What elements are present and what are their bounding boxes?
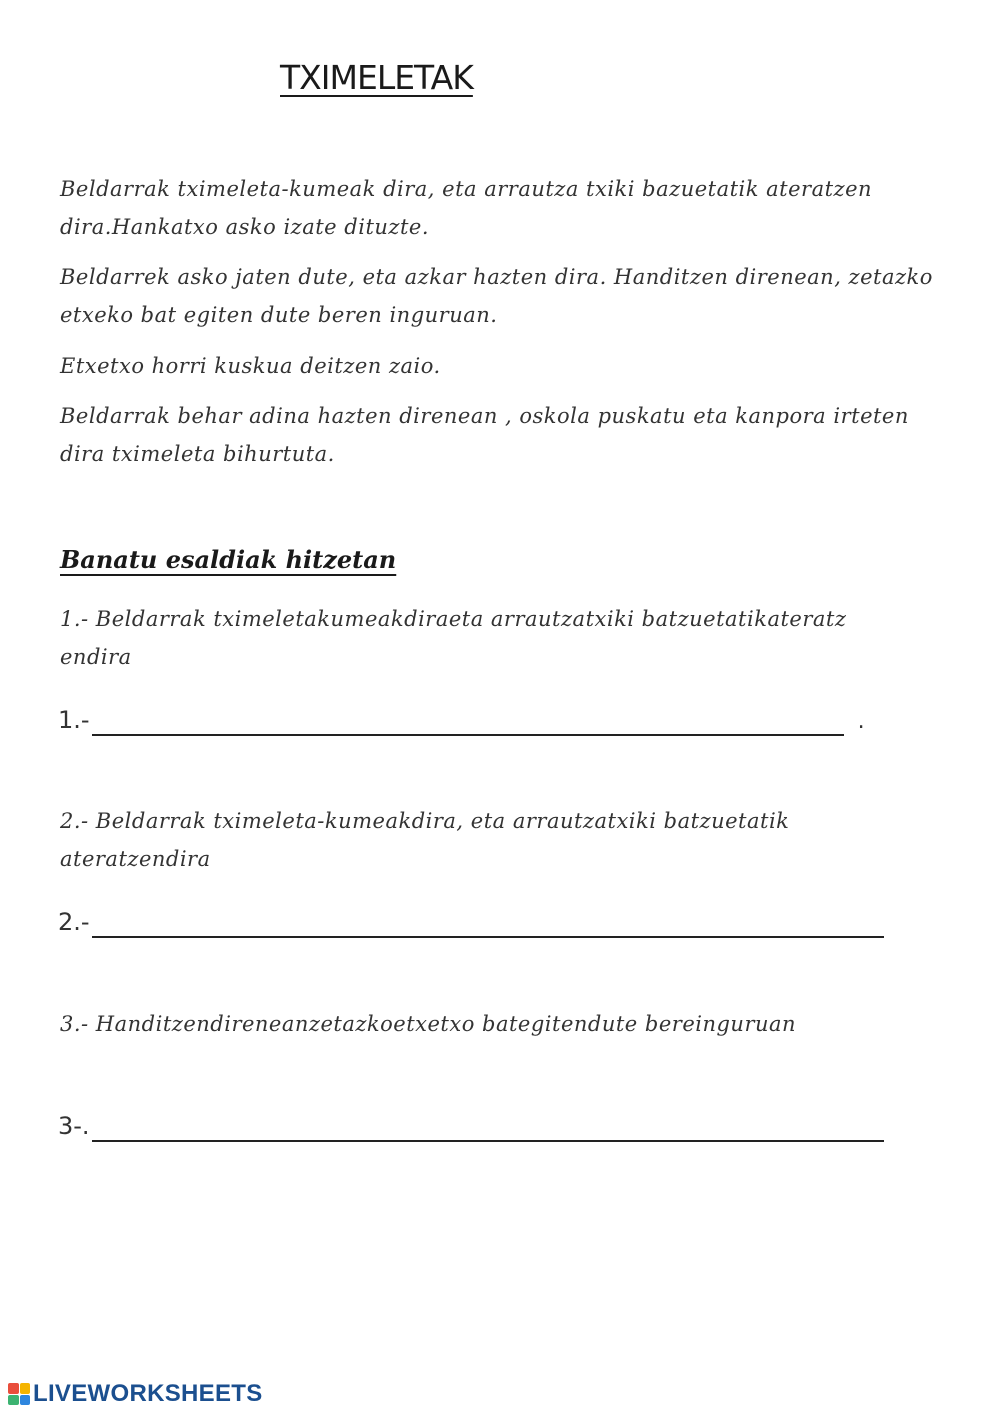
reading-paragraph-1: Beldarrak tximeleta-kumeak dira, eta arrautza txiki bazuetatik ateratzen dira.Hankatxo asko izate dituzte.	[60, 177, 873, 239]
answer-row-2	[58, 898, 884, 938]
liveworksheets-logo-icon	[8, 1383, 30, 1405]
logo-square-yellow	[20, 1383, 31, 1394]
exercise-heading: Banatu esaldiak hitzetan	[60, 545, 397, 574]
page-title: TXIMELETAK	[280, 58, 473, 97]
reading-paragraph-4: Beldarrak behar adina hazten direnean , oskola puskatu eta kanpora irteten dira tximeleta bihurtuta.	[60, 404, 909, 466]
liveworksheets-logo[interactable]	[8, 1380, 263, 1408]
answer-row-3	[58, 1102, 884, 1142]
answer-trailing-mark-1: .	[857, 709, 865, 734]
logo-square-red	[8, 1383, 19, 1394]
logo-square-green	[8, 1395, 19, 1406]
answer-label-3: 3-.	[58, 1112, 90, 1140]
exercise-prompt-3: 3.- Handitzendireneanzetazkoetxetxo bategitendute bereinguruan	[60, 1012, 797, 1036]
exercise-prompt-2: 2.- Beldarrak tximeleta-kumeakdira, eta arrautzatxiki batzuetatik ateratzendira	[60, 809, 790, 871]
answer-label-1: 1.-	[58, 706, 90, 734]
exercise-prompt-1: 1.- Beldarrak tximeletakumeakdiraeta arrautzatxiki batzuetatikateratz endira	[60, 607, 847, 669]
logo-square-blue	[20, 1395, 31, 1406]
answer-input-3[interactable]	[92, 1118, 884, 1142]
reading-paragraph-3: Etxetxo horri kuskua deitzen zaio.	[60, 354, 441, 378]
answer-input-2[interactable]	[92, 914, 884, 938]
reading-paragraph-2: Beldarrek asko jaten dute, eta azkar hazten dira. Handitzen direnean, zetazko etxeko bat egiten dute beren inguruan.	[60, 265, 933, 327]
answer-input-1[interactable]	[92, 712, 844, 736]
answer-label-2: 2.-	[58, 908, 90, 936]
answer-row-1	[58, 696, 865, 736]
liveworksheets-brand-text: LIVEWORKSHEETS	[33, 1380, 263, 1407]
